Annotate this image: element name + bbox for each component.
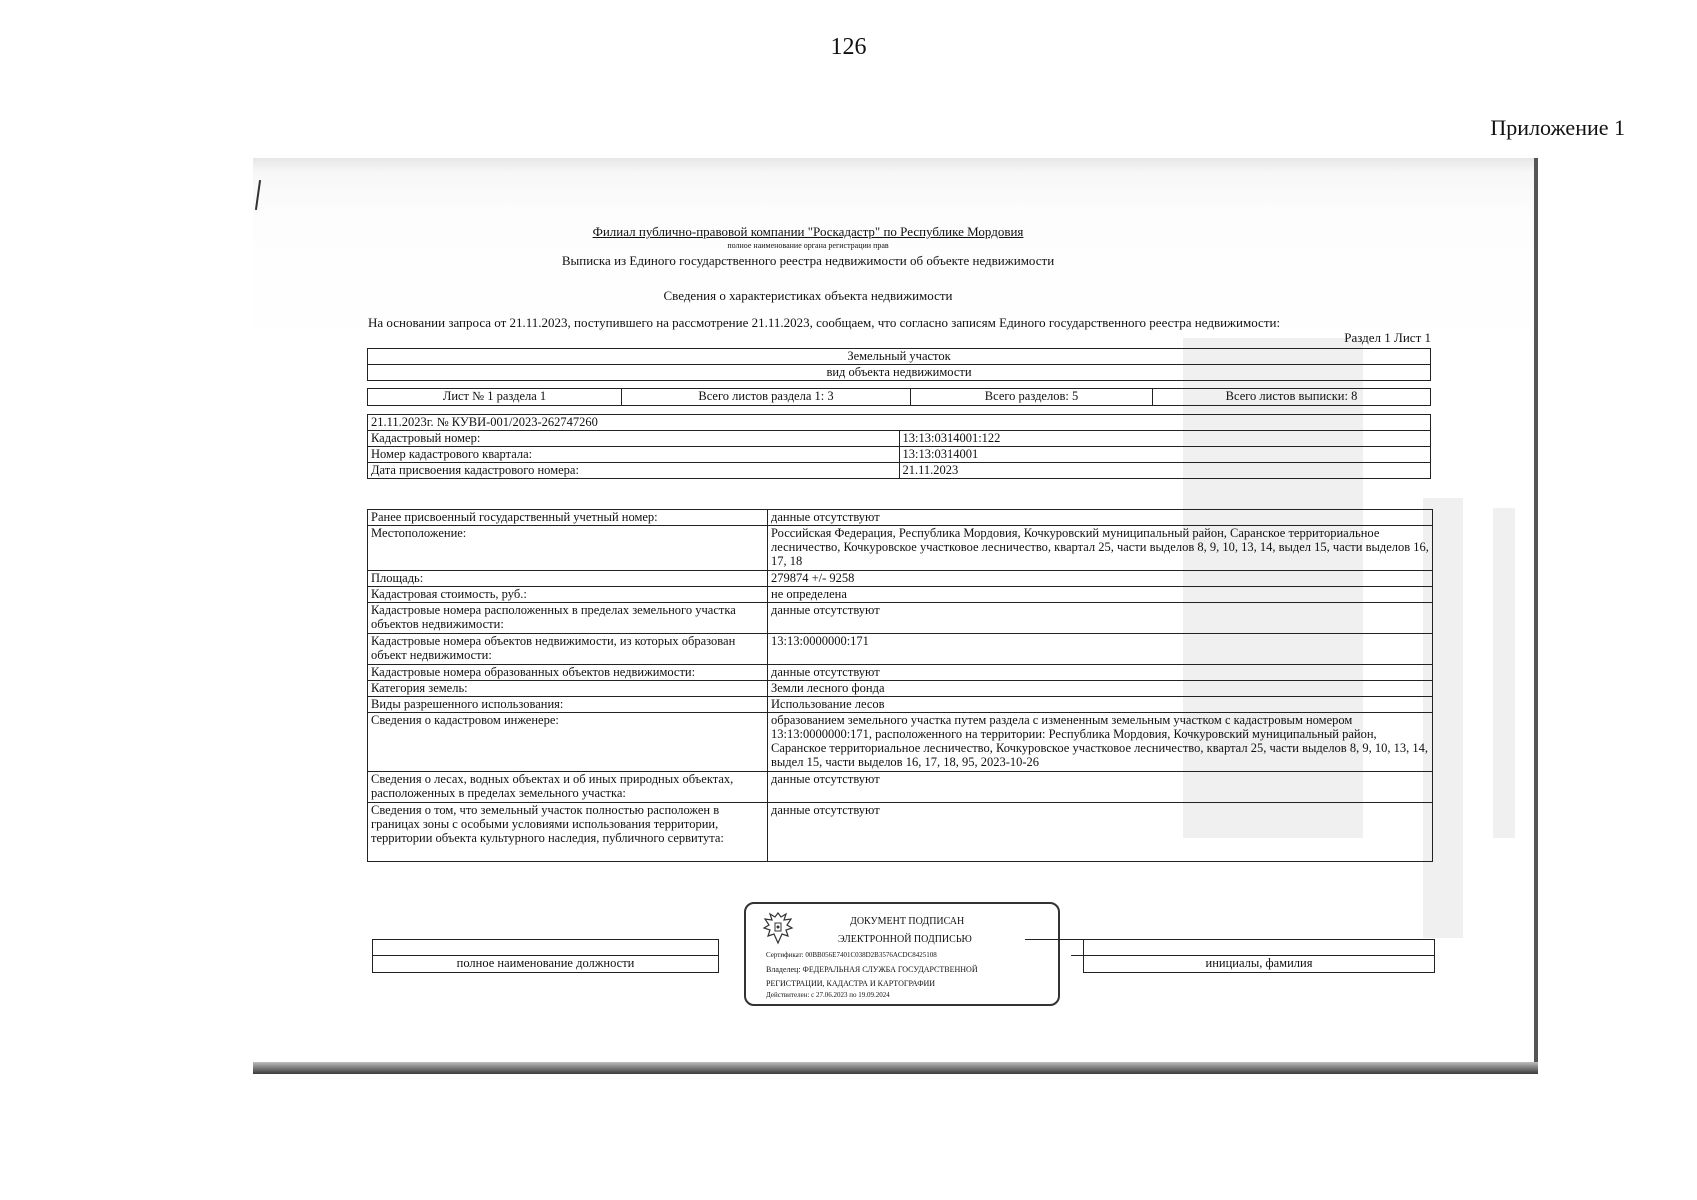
row-value: 13:13:0000000:171 xyxy=(768,634,1433,665)
row-value: данные отсутствуют xyxy=(768,665,1433,681)
table-row xyxy=(368,681,1433,697)
row-value: не определена xyxy=(768,587,1433,603)
row-value: образованием земельного участка путем раздела с измененным земельным участком с кадастровым номером 13:13:0000000:171, расположенного на территории: Республика Мордовия, Кочкуровский муниципальный район, Саранское территориальное лесничество, Кочкуровское участковое лесничество, квартал 25, части выделов 8, 9, 10, 13, 14, выдел 15, части выделов 16, 17, 18, 95, 2023-10-26 xyxy=(768,713,1433,772)
stamp-owner: Владелец: ФЕДЕРАЛЬНАЯ СЛУЖБА ГОСУДАРСТВЕННОЙ xyxy=(766,965,978,974)
scan-mark xyxy=(255,180,261,210)
footer-rule xyxy=(1071,939,1083,940)
table-row xyxy=(368,526,1433,571)
row-label: Номер кадастрового квартала: xyxy=(368,447,900,463)
sheets-total: Всего листов выписки: 8 xyxy=(1153,389,1431,406)
table-row xyxy=(368,463,1431,479)
scanned-extract xyxy=(253,158,1538,1074)
e-signature-stamp xyxy=(744,902,1060,1006)
table-row xyxy=(368,587,1433,603)
row-label: Площадь: xyxy=(368,571,768,587)
scan-edge xyxy=(1534,158,1538,1074)
page-number: 126 xyxy=(830,34,867,60)
table-row xyxy=(368,510,1433,526)
table-row xyxy=(368,634,1433,665)
table-row xyxy=(368,665,1433,681)
appendix-label: Приложение 1 xyxy=(1490,115,1625,140)
ids-table xyxy=(367,414,1431,479)
row-label: Местоположение: xyxy=(368,526,768,571)
row-value: Использование лесов xyxy=(768,697,1433,713)
row-label: Сведения о лесах, водных объектах и об иных природных объектах, расположенных в пределах земельного участка: xyxy=(368,772,768,803)
stamp-owner-cont: РЕГИСТРАЦИИ, КАДАСТРА И КАРТОГРАФИИ xyxy=(766,979,936,988)
stamp-line1: ДОКУМЕНТ ПОДПИСАН xyxy=(850,916,965,927)
stamp-line2: ЭЛЕКТРОННОЙ ПОДПИСЬЮ xyxy=(838,934,972,945)
name-field xyxy=(1083,939,1435,973)
table-row xyxy=(368,697,1433,713)
scan-edge xyxy=(253,1062,1538,1074)
eagle-emblem-icon xyxy=(762,910,794,946)
table-row xyxy=(368,571,1433,587)
object-type: Земельный участок xyxy=(368,349,1431,365)
footer-rule xyxy=(1071,955,1083,956)
stamp-validity: Действителен: с 27.06.2023 по 19.09.2024 xyxy=(766,991,890,999)
row-value: Земли лесного фонда xyxy=(768,681,1433,697)
row-label: Кадастровые номера расположенных в пределах земельного участка объектов недвижимости: xyxy=(368,603,768,634)
table-row xyxy=(368,772,1433,803)
row-label: Виды разрешенного использования: xyxy=(368,697,768,713)
row-label: Сведения о том, что земельный участок полностью расположен в границах зоны с особыми условиями использования территории, территории объекта культурного наследия, публичного сервитута: xyxy=(368,803,768,862)
doc-title: Выписка из Единого государственного реестра недвижимости об объекте недвижимости xyxy=(561,253,1055,268)
row-label: Сведения о кадастровом инженере: xyxy=(368,713,768,772)
table-row xyxy=(368,803,1433,862)
row-label: Кадастровые номера образованных объектов недвижимости: xyxy=(368,665,768,681)
org-name: Филиал публично-правовой компании "Роскадастр" по Республике Мордовия xyxy=(592,224,1024,239)
footer-rule xyxy=(1025,939,1071,940)
org-caption: полное наименование органа регистрации прав xyxy=(727,241,889,250)
row-label: Кадастровые номера объектов недвижимости, из которых образован объект недвижимости: xyxy=(368,634,768,665)
sheets-table xyxy=(367,388,1431,406)
row-value: Российская Федерация, Республика Мордовия, Кочкуровский муниципальный район, Саранское территориальное лесничество, Кочкуровское участковое лесничество, квартал 25, части выделов 8, 9, 10, 13, 14, выдел 15, части выделов 16, 17, 18 xyxy=(768,526,1433,571)
row-value: 13:13:0314001 xyxy=(899,447,1431,463)
row-value: данные отсутствуют xyxy=(768,803,1433,862)
section-title: Сведения о характеристиках объекта недвижимости xyxy=(663,288,953,303)
row-label: Категория земель: xyxy=(368,681,768,697)
position-field xyxy=(372,939,719,973)
row-value: 13:13:0314001:122 xyxy=(899,431,1431,447)
sections-total: Всего разделов: 5 xyxy=(911,389,1153,406)
name-caption: инициалы, фамилия xyxy=(1084,956,1435,973)
object-type-caption: вид объекта недвижимости xyxy=(368,365,1431,381)
intro-text: На основании запроса от 21.11.2023, поступившего на рассмотрение 21.11.2023, сообщаем, что согласно записям Единого государственного реестра недвижимости: xyxy=(368,315,1281,330)
details-table xyxy=(367,509,1433,862)
row-label: Кадастровый номер: xyxy=(368,431,900,447)
row-value: данные отсутствуют xyxy=(768,510,1433,526)
row-label: Кадастровая стоимость, руб.: xyxy=(368,587,768,603)
row-value: 21.11.2023 xyxy=(899,463,1431,479)
row-label: Дата присвоения кадастрового номера: xyxy=(368,463,900,479)
sheets-in-section: Всего листов раздела 1: 3 xyxy=(622,389,911,406)
sheet-number: Лист № 1 раздела 1 xyxy=(368,389,622,406)
table-row xyxy=(368,603,1433,634)
row-value: 279874 +/- 9258 xyxy=(768,571,1433,587)
section-sheet: Раздел 1 Лист 1 xyxy=(1344,330,1431,345)
table-row xyxy=(368,447,1431,463)
stamp-certificate: Сертификат: 00BB056E7401C038D2B3576ACDC8425108 xyxy=(766,951,937,959)
row-value: данные отсутствуют xyxy=(768,772,1433,803)
table-row xyxy=(368,431,1431,447)
table-row xyxy=(368,713,1433,772)
row-label: Ранее присвоенный государственный учетный номер: xyxy=(368,510,768,526)
request-ref: 21.11.2023г. № КУВИ-001/2023-262747260 xyxy=(368,415,1431,431)
row-value: данные отсутствуют xyxy=(768,603,1433,634)
position-caption: полное наименование должности xyxy=(373,956,719,973)
object-type-table xyxy=(367,348,1431,381)
bleed-through xyxy=(1493,508,1515,838)
